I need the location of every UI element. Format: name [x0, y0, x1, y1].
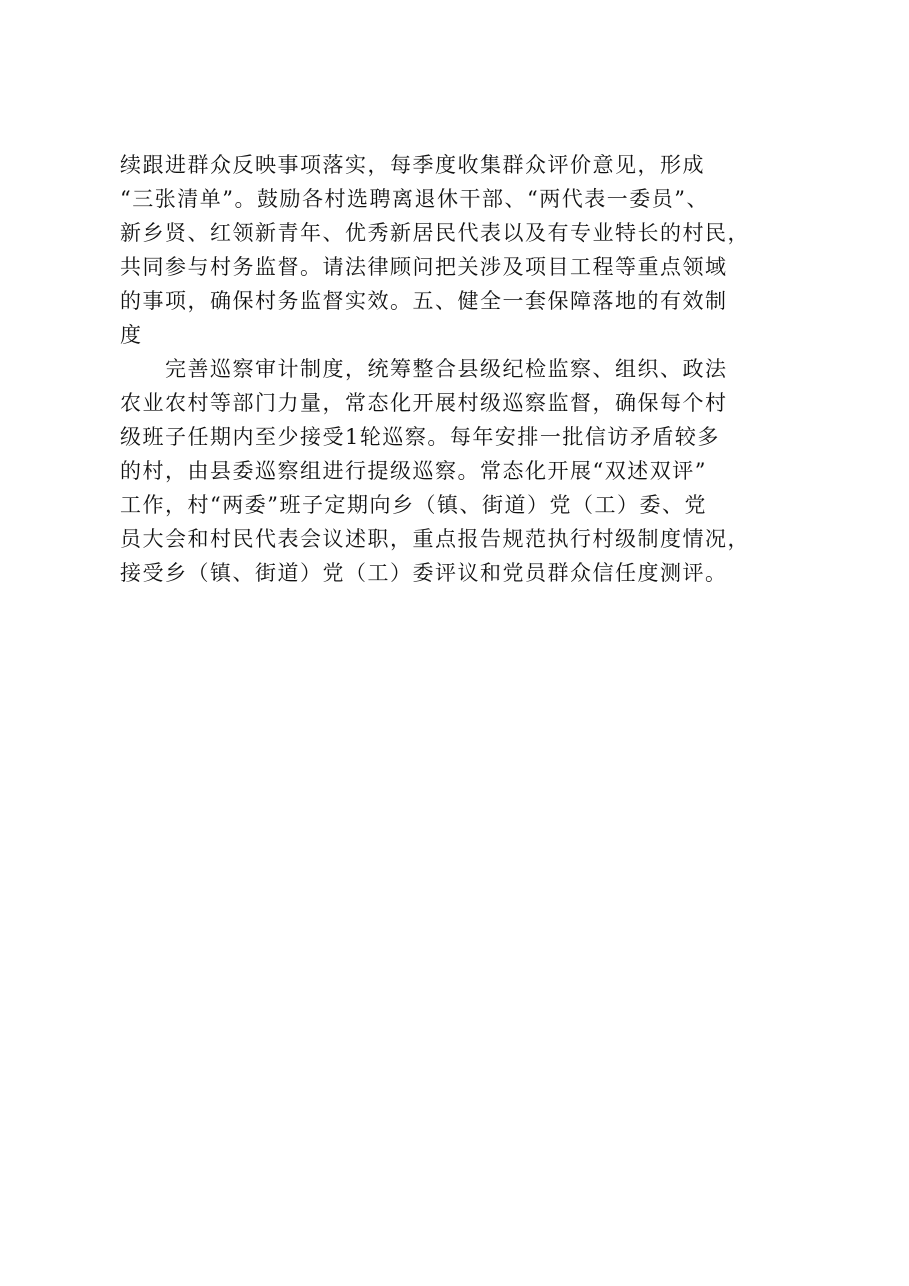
text-line: 接受乡（镇、街道）党（工）委评议和党员群众信任度测评。	[120, 561, 728, 585]
document-body	[120, 148, 820, 590]
text-line: 的村，由县委巡察组进行提级巡察。常态化开展“双述双评”	[120, 459, 707, 483]
text-line: 完善巡察审计制度，统筹整合县级纪检监察、组织、政法	[120, 357, 728, 381]
text-line: 农业农村等部门力量，常态化开展村级巡察监督，确保每个村	[120, 391, 728, 415]
text-line: 工作，村“两委”班子定期向乡（镇、街道）党（工）委、党	[120, 493, 707, 517]
text-line: “三张清单”。鼓励各村选聘离退休干部、“两代表一委员”、	[120, 187, 709, 211]
text-line: 度	[120, 323, 143, 347]
text-line: 员大会和村民代表会议述职，重点报告规范执行村级制度情况，	[120, 527, 750, 551]
text-line: 续跟进群众反映事项落实，每季度收集群众评价意见，形成	[120, 153, 705, 177]
text-line: 的事项，确保村务监督实效。五、健全一套保障落地的有效制	[120, 289, 728, 313]
text-line: 新乡贤、红领新青年、优秀新居民代表以及有专业特长的村民，	[120, 221, 750, 245]
text-line: 共同参与村务监督。请法律顾问把关涉及项目工程等重点领域	[120, 255, 728, 279]
text-line: 级班子任期内至少接受1轮巡察。每年安排一批信访矛盾较多	[120, 425, 720, 449]
